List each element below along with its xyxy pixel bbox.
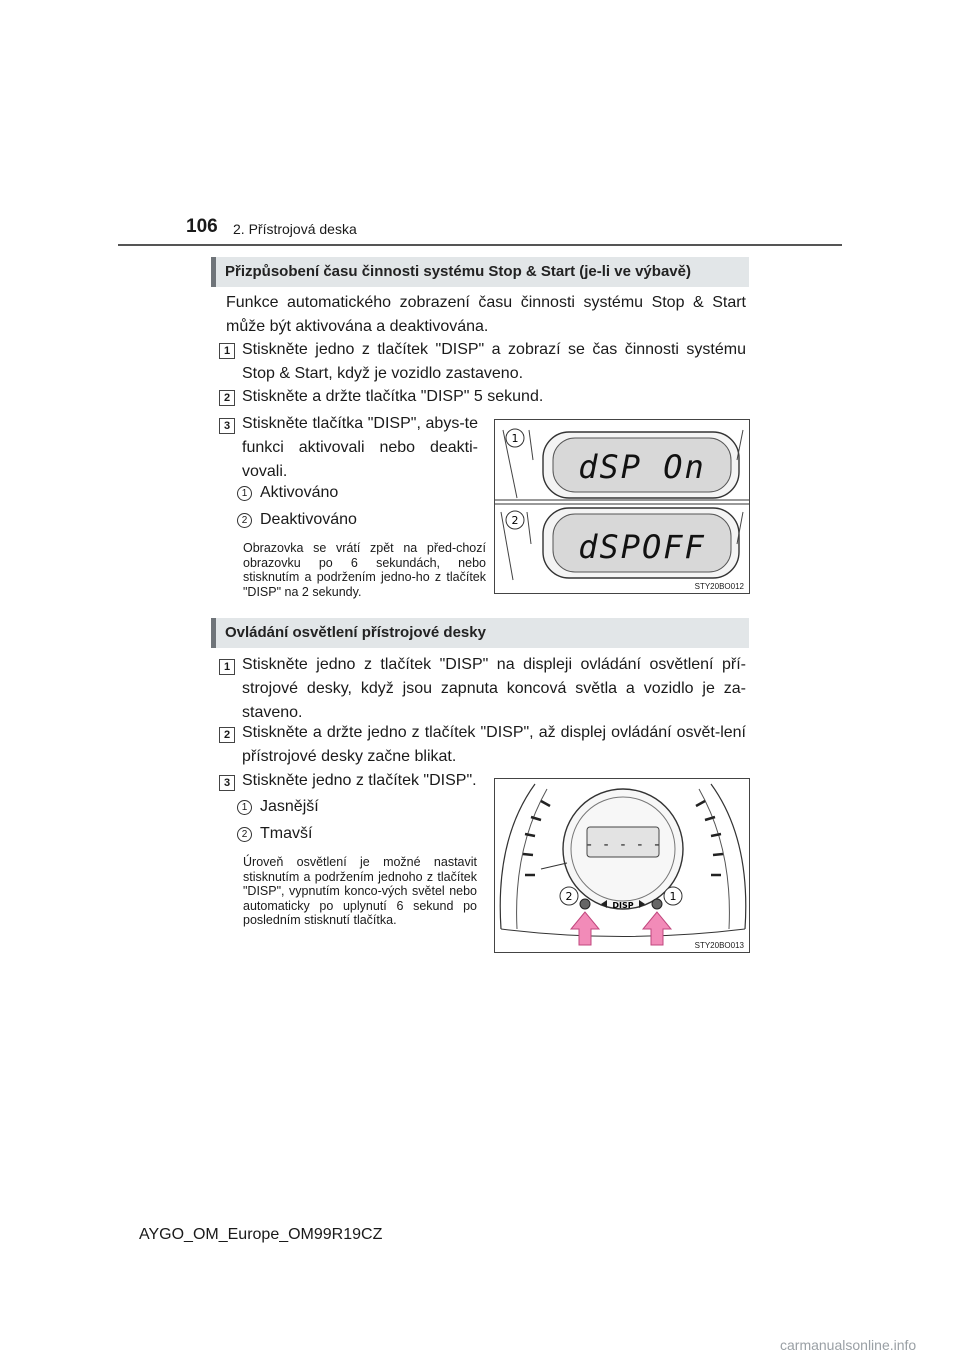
figure-callout-2: 2 — [511, 514, 519, 527]
cluster-illumination-illustration — [495, 779, 750, 953]
step-number: 3 — [219, 775, 235, 791]
figure-illumination-control — [494, 778, 750, 953]
figure-code: STY20BO013 — [694, 941, 744, 950]
step-text: Stiskněte jedno z tlačítek "DISP" a zobrazí se čas činnosti systému Stop & Start, když je vozidlo zastaveno. — [242, 341, 746, 382]
display-on-text: dSP On — [578, 448, 706, 486]
section-title-illumination: Ovládání osvětlení přístrojové desky — [211, 618, 749, 648]
step-text: Stiskněte tlačítka "DISP", abys-te funkci aktivovali nebo deakti-vovali. — [242, 415, 478, 480]
section1-note: Obrazovka se vrátí zpět na před-chozí obrazovku po 6 sekundách, nebo stisknutím a podržením jedno-ho z tlačítek "DISP" na 2 sekundy. — [243, 541, 486, 599]
step-number: 1 — [219, 343, 235, 359]
disp-button-label: DISP — [612, 901, 634, 910]
step-number: 2 — [219, 390, 235, 406]
header-rule — [118, 244, 842, 246]
step-text: Stiskněte jedno z tlačítek "DISP" na displeji ovládání osvětlení pří-strojové desky, když jsou zapnuta koncová světla a vozidlo je za-staveno. — [242, 656, 746, 721]
svg-text:- - - - -: - - - - - — [585, 837, 661, 853]
footer-doc-id: AYGO_OM_Europe_OM99R19CZ — [139, 1226, 383, 1243]
figure-code: STY20BO012 — [694, 582, 744, 591]
step-number: 3 — [219, 418, 235, 434]
option-label: Aktivováno — [260, 484, 339, 501]
press-arrow-icon — [571, 912, 599, 945]
step-number: 1 — [219, 659, 235, 675]
figure-callout-1: 1 — [511, 432, 519, 445]
press-arrow-icon — [643, 912, 671, 945]
figure-disp-on-off — [494, 419, 750, 594]
watermark: carmanualsonline.info — [780, 1337, 917, 1353]
display-off-text: dSPOFF — [578, 528, 706, 566]
option-callout: 2 — [237, 513, 252, 528]
section-title-stop-start: Přizpůsobení času činnosti systému Stop & Start (je-li ve výbavě) — [211, 257, 749, 287]
page-number: 106 — [186, 216, 218, 237]
option-label: Jasnější — [260, 798, 319, 815]
step-text: Stiskněte jedno z tlačítek "DISP". — [242, 772, 477, 789]
cluster-display-illustration — [495, 420, 750, 594]
section2-note: Úroveň osvětlení je možné nastavit stisknutím a podržením jednoho z tlačítek "DISP", vypnutím konco-vých světel nebo automaticky po uplynutí 6 sekund po posledním stisknutí tlačítka. — [243, 855, 477, 927]
chapter-title: 2. Přístrojová deska — [233, 221, 357, 237]
step-text: Stiskněte a držte jedno z tlačítek "DISP", až displej ovládání osvět-lení přístrojové desky začne blikat. — [242, 724, 746, 765]
figure-callout-2: 2 — [565, 890, 573, 903]
option-callout: 1 — [237, 800, 252, 815]
option-label: Deaktivováno — [260, 511, 357, 528]
option-callout: 1 — [237, 486, 252, 501]
section1-intro: Funkce automatického zobrazení času činnosti systému Stop & Start může být aktivována a deaktivována. — [226, 294, 746, 335]
step-number: 2 — [219, 727, 235, 743]
option-label: Tmavší — [260, 825, 313, 842]
step-text: Stiskněte a držte tlačítka "DISP" 5 sekund. — [242, 388, 544, 405]
option-callout: 2 — [237, 827, 252, 842]
figure-callout-1: 1 — [669, 890, 677, 903]
